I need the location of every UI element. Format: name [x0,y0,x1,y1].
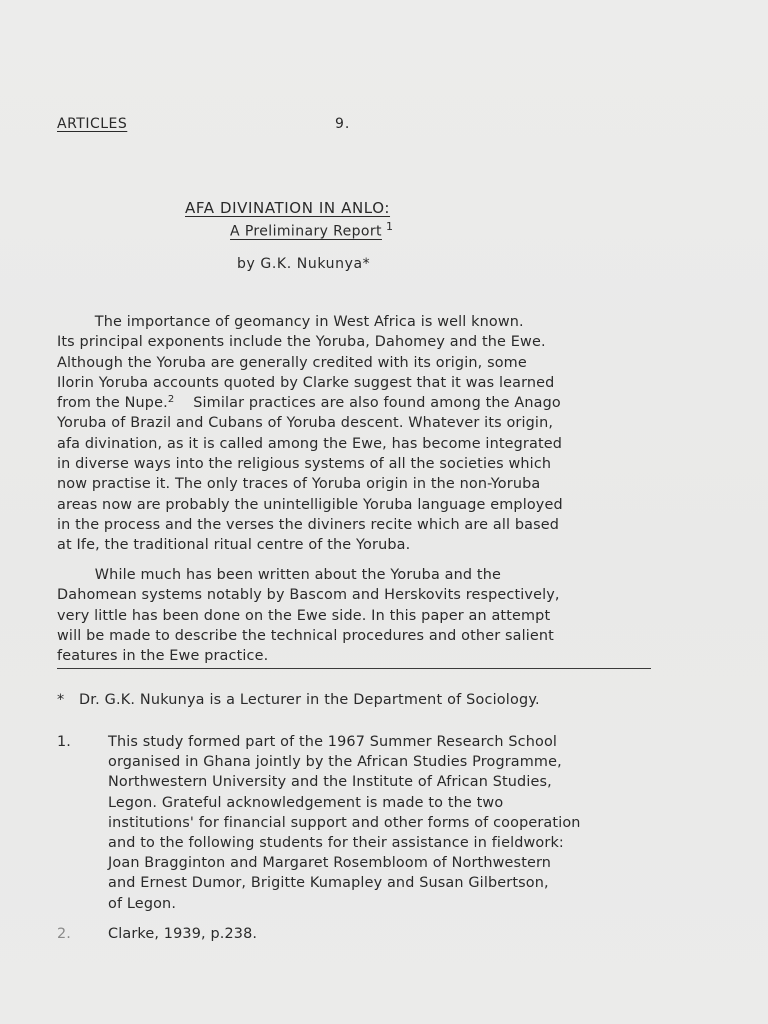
text-line: in diverse ways into the religious systems of all the societies which [57,456,552,473]
paragraph-1 [57,312,647,556]
text-line: Ilorin Yoruba accounts quoted by Clarke suggest that it was learned [57,374,555,391]
footnote-divider [57,668,651,669]
section-heading: ARTICLES [57,116,128,132]
text-line: Northwestern University and the Institute of African Studies, [108,774,552,791]
text-line: now practise it. The only traces of Yoruba origin in the non-Yoruba [57,476,541,493]
text-fragment: Similar practices are also found among the Anago [174,395,561,412]
text-line: and Ernest Dumor, Brigitte Kumapley and Susan Gilbertson, [108,875,549,892]
page-number: 9. [335,116,351,132]
text-line: at Ife, the traditional ritual centre of the Yoruba. [57,537,411,554]
footnote-number: 1. [57,734,72,750]
author-footnote-text: Dr. G.K. Nukunya is a Lecturer in the Department of Sociology. [79,692,540,708]
author-byline: by G.K. Nukunya* [237,256,371,272]
paragraph-2 [57,565,647,666]
text-line: The importance of geomancy in West Africa is well known. [57,314,524,330]
text-line: of Legon. [108,895,177,912]
footnote-star-mark: * [57,692,65,708]
text-line: Although the Yoruba are generally credited with its origin, some [57,354,527,371]
text-line: will be made to describe the technical procedures and other salient [57,627,554,644]
text-line: Legon. Grateful acknowledgement is made to the two [108,794,504,811]
text-line: and to the following students for their assistance in fieldwork: [108,835,564,852]
text-line: organised in Ghana jointly by the African Studies Programme, [108,754,562,771]
text-line: Dahomean systems notably by Bascom and Herskovits respectively, [57,587,560,604]
text-line: Clarke, 1939, p.238. [108,926,258,942]
text-line [57,393,647,413]
text-line: Yoruba of Brazil and Cubans of Yoruba descent. Whatever its origin, [57,415,554,432]
article-title: AFA DIVINATION IN ANLO: [185,199,391,217]
footnote-body [108,732,668,914]
author-footnote [57,692,540,708]
text-line: afa divination, as it is called among the Ewe, has become integrated [57,435,563,452]
article-subtitle [230,220,393,240]
text-line: While much has been written about the Yoruba and the [57,567,501,583]
subtitle-footnote-ref: 1 [385,220,394,233]
text-line: Its principal exponents include the Yoruba, Dahomey and the Ewe. [57,334,546,351]
footnote-number: 2. [57,926,72,942]
text-line: This study formed part of the 1967 Summer Research School [108,734,558,750]
text-line: institutions' for financial support and other forms of cooperation [108,814,581,831]
text-line: Joan Bragginton and Margaret Rosembloom of Northwestern [108,855,552,872]
footnote-body [108,924,668,944]
text-line: areas now are probably the unintelligible Yoruba language employed [57,496,563,513]
text-fragment: from the Nupe. [57,395,168,412]
text-line: in the process and the verses the diviners recite which are all based [57,516,560,533]
text-line: features in the Ewe practice. [57,648,269,665]
text-line: very little has been done on the Ewe side. In this paper an attempt [57,607,551,624]
footnote-ref-2: 2 [167,394,175,406]
subtitle-text: A Preliminary Report [230,223,382,240]
